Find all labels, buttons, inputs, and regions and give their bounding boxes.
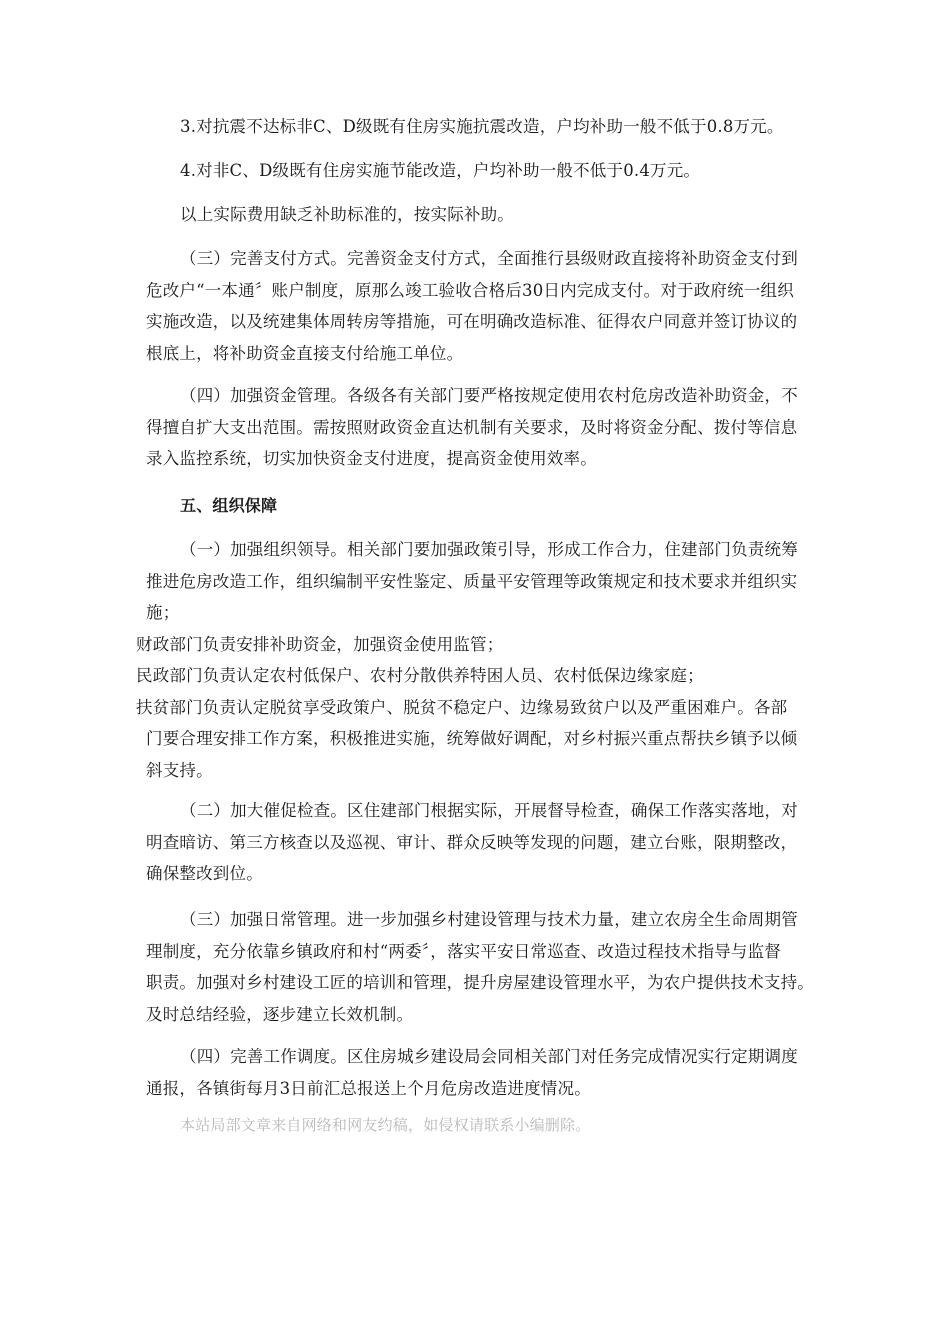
disclaimer-note [146, 1110, 814, 1142]
text-line: 实施改造，以及统建集体周转房等措施，可在明确改造标准、征得农户同意并签订协议的 [146, 312, 798, 331]
paragraph-item-4 [146, 155, 814, 187]
text-line: 扶贫部门负责认定脱贫享受政策户、脱贫不稳定户、边缘易致贫户以及严重困难户。各部 [136, 697, 788, 717]
text-line: 职责。加强对乡村建设工匠的培训和管理，提升房屋建设管理水平，为农户提供技术支持。 [146, 973, 814, 992]
paragraph-fund-management [146, 380, 814, 475]
text-line: （三）加强日常管理。进一步加强乡村建设管理与技术力量，建立农房全生命周期管 [180, 910, 798, 929]
text-line: 施； [146, 603, 180, 622]
paragraph-payment-method [146, 243, 814, 369]
text-line: （二）加大催促检查。区住建部门根据实际，开展督导检查，确保工作落实落地，对 [180, 801, 798, 820]
text-line: 确保整改到位。 [146, 864, 263, 883]
text-line: （三）完善支付方式。完善资金支付方式，全面推行县级财政直接将补助资金支付到 [180, 249, 798, 268]
text-line: （四）加强资金管理。各级各有关部门要严格按规定使用农村危房改造补助资金，不 [180, 386, 798, 405]
text-line: 根底上，将补助资金直接支付给施工单位。 [146, 343, 464, 363]
text-line: 及时总结经验，逐步建立长效机制。 [146, 1004, 414, 1024]
text-line: 本站局部文章来自网络和网友约稿，如侵权请联系小编删除。 [180, 1116, 591, 1134]
section-heading [146, 490, 814, 522]
text-line: 财政部门负责安排补助资金，加强资金使用监管； [136, 634, 504, 654]
text-line: （一）加强组织领导。相关部门要加强政策引导，形成工作合力，住建部门负责统筹 [180, 540, 798, 559]
paragraph-actual-cost [146, 199, 814, 231]
paragraph-daily-management [146, 904, 814, 1030]
text-line: 明查暗访、第三方核查以及巡视、审计、群众反映等发现的问题，建立台账，限期整改， [146, 832, 798, 852]
paragraph-leadership [136, 534, 814, 786]
text-line: 斜支持。 [146, 760, 213, 780]
text-line: 推进危房改造工作，组织编制平安性鉴定、质量平安管理等政策规定和技术要求并组织实 [146, 571, 798, 591]
paragraph-inspection [146, 795, 814, 890]
paragraph-item-3 [146, 111, 814, 143]
text-line: 民政部门负责认定农村低保户、农村分散供养特困人员、农村低保边缘家庭； [136, 666, 704, 685]
text-line: 门要合理安排工作方案，积极推进实施，统筹做好调配，对乡村振兴重点帮扶乡镇予以倾 [146, 729, 798, 748]
text-line: 以上实际费用缺乏补助标准的，按实际补助。 [180, 205, 514, 224]
text-line: （四）完善工作调度。区住房城乡建设局会同相关部门对任务完成情况实行定期调度 [180, 1047, 798, 1066]
text-line: 得擅自扩大支出范围。需按照财政资金直达机制有关要求，及时将资金分配、拨付等信息 [146, 417, 798, 437]
text-line: 4.对非C、D级既有住房实施节能改造，户均补助一般不低于0.4万元。 [180, 161, 701, 180]
text-line: 录入监控系统，切实加快资金支付进度，提高资金使用效率。 [146, 449, 597, 468]
text-line: 危改户“一本通〞账户制度，原那么竣工验收合格后30日内完成支付。对于政府统一组织 [146, 280, 794, 300]
heading-text: 五、组织保障 [180, 496, 278, 515]
paragraph-scheduling [146, 1041, 814, 1104]
text-line: 3.对抗震不达标非C、D级既有住房实施抗震改造，户均补助一般不低于0.8万元。 [180, 117, 784, 136]
text-line: 理制度，充分依靠乡镇政府和村“两委〞，落实平安日常巡查、改造过程技术指导与监督 [146, 941, 781, 961]
text-line: 通报，各镇街每月3日前汇总报送上个月危房改造进度情况。 [146, 1078, 591, 1098]
